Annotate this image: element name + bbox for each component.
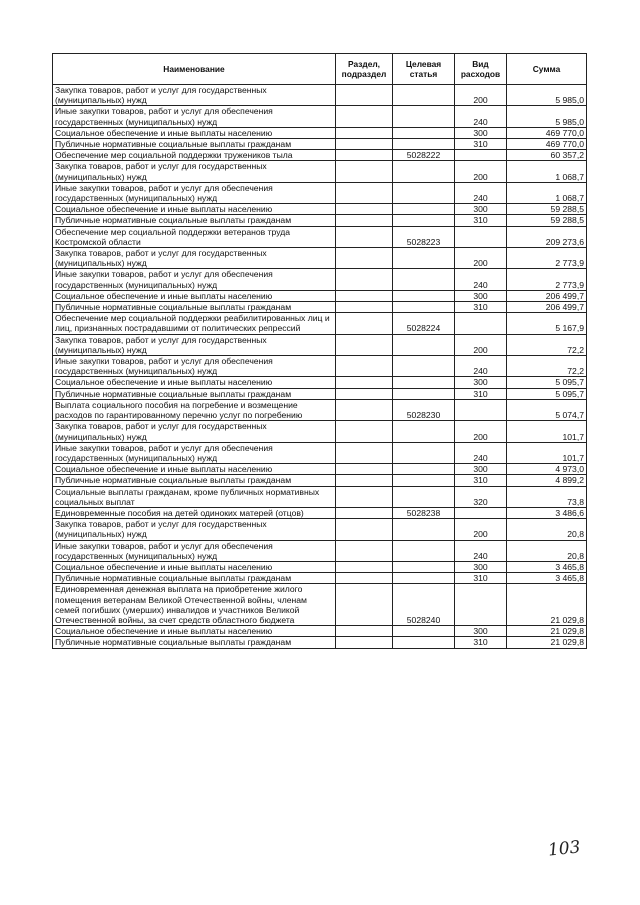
cell-celevaya — [393, 302, 455, 313]
cell-vid — [455, 150, 507, 161]
cell-name: Единовременная денежная выплата на приобретение жилого помещения ветеранам Великой Отечественной войны, членам семей погибших (умерших) инвалидов и участников Великой Отечественной войны, за счет средств областного бюджета — [53, 584, 336, 626]
cell-summa: 5 095,7 — [507, 388, 587, 399]
table-row — [53, 356, 587, 377]
cell-summa: 206 499,7 — [507, 302, 587, 313]
page-number: 103 — [547, 837, 582, 861]
cell-celevaya — [393, 540, 455, 561]
cell-celevaya: 5028240 — [393, 584, 455, 626]
table-row — [53, 626, 587, 637]
cell-name: Социальные выплаты гражданам, кроме публичных нормативных социальных выплат — [53, 486, 336, 507]
cell-vid: 310 — [455, 388, 507, 399]
cell-celevaya — [393, 637, 455, 648]
table-row — [53, 204, 587, 215]
cell-name: Иные закупки товаров, работ и услуг для обеспечения государственных (муниципальных) нужд — [53, 356, 336, 377]
cell-razdel — [336, 204, 393, 215]
cell-name: Обеспечение мер социальной поддержки реабилитированных лиц и лиц, признанных пострадавшими от политических репрессий — [53, 313, 336, 334]
cell-name: Публичные нормативные социальные выплаты гражданам — [53, 637, 336, 648]
cell-celevaya — [393, 269, 455, 290]
cell-vid: 310 — [455, 139, 507, 150]
table-row — [53, 269, 587, 290]
cell-razdel — [336, 302, 393, 313]
cell-vid: 240 — [455, 182, 507, 203]
cell-razdel — [336, 106, 393, 127]
cell-celevaya — [393, 388, 455, 399]
cell-razdel — [336, 637, 393, 648]
cell-vid — [455, 584, 507, 626]
cell-vid: 310 — [455, 637, 507, 648]
header-summa: Сумма — [507, 54, 587, 85]
cell-razdel — [336, 139, 393, 150]
table-row — [53, 85, 587, 106]
table-row — [53, 561, 587, 572]
cell-summa: 5 167,9 — [507, 313, 587, 334]
cell-vid: 240 — [455, 442, 507, 463]
table-header-row — [53, 54, 587, 85]
cell-razdel — [336, 356, 393, 377]
cell-name: Публичные нормативные социальные выплаты гражданам — [53, 475, 336, 486]
cell-summa: 73,8 — [507, 486, 587, 507]
cell-summa: 60 357,2 — [507, 150, 587, 161]
cell-summa: 469 770,0 — [507, 127, 587, 138]
cell-celevaya — [393, 127, 455, 138]
header-vid: Вид расходов — [455, 54, 507, 85]
cell-name: Иные закупки товаров, работ и услуг для обеспечения государственных (муниципальных) нужд — [53, 106, 336, 127]
cell-razdel — [336, 313, 393, 334]
cell-summa: 20,8 — [507, 540, 587, 561]
cell-razdel — [336, 377, 393, 388]
cell-celevaya — [393, 377, 455, 388]
cell-razdel — [336, 399, 393, 420]
header-razdel: Раздел, подраздел — [336, 54, 393, 85]
cell-summa: 4 973,0 — [507, 464, 587, 475]
cell-celevaya — [393, 290, 455, 301]
cell-name: Закупка товаров, работ и услуг для государственных (муниципальных) нужд — [53, 519, 336, 540]
cell-razdel — [336, 269, 393, 290]
table-body — [53, 85, 587, 649]
cell-name: Социальное обеспечение и иные выплаты населению — [53, 377, 336, 388]
table-row — [53, 215, 587, 226]
table-row — [53, 334, 587, 355]
cell-summa: 21 029,8 — [507, 637, 587, 648]
table-row — [53, 150, 587, 161]
table-row — [53, 377, 587, 388]
table-row — [53, 573, 587, 584]
table-row — [53, 127, 587, 138]
cell-vid: 240 — [455, 540, 507, 561]
cell-vid: 200 — [455, 334, 507, 355]
table-row — [53, 442, 587, 463]
cell-summa: 72,2 — [507, 334, 587, 355]
cell-summa: 3 465,8 — [507, 573, 587, 584]
cell-razdel — [336, 334, 393, 355]
cell-vid: 310 — [455, 215, 507, 226]
table-row — [53, 139, 587, 150]
cell-summa: 59 288,5 — [507, 215, 587, 226]
cell-razdel — [336, 421, 393, 442]
table-row — [53, 486, 587, 507]
cell-name: Закупка товаров, работ и услуг для государственных (муниципальных) нужд — [53, 248, 336, 269]
cell-vid: 240 — [455, 356, 507, 377]
cell-vid: 300 — [455, 204, 507, 215]
table-row — [53, 388, 587, 399]
cell-summa: 101,7 — [507, 421, 587, 442]
cell-summa: 2 773,9 — [507, 248, 587, 269]
cell-summa: 101,7 — [507, 442, 587, 463]
cell-summa: 469 770,0 — [507, 139, 587, 150]
cell-summa: 4 899,2 — [507, 475, 587, 486]
cell-razdel — [336, 507, 393, 518]
cell-vid: 200 — [455, 161, 507, 182]
table-row — [53, 519, 587, 540]
table-row — [53, 421, 587, 442]
cell-celevaya — [393, 442, 455, 463]
cell-name: Обеспечение мер социальной поддержки тружеников тыла — [53, 150, 336, 161]
cell-razdel — [336, 519, 393, 540]
cell-razdel — [336, 486, 393, 507]
cell-celevaya — [393, 85, 455, 106]
budget-table — [52, 53, 587, 649]
cell-summa: 5 985,0 — [507, 85, 587, 106]
cell-celevaya — [393, 139, 455, 150]
table-row — [53, 226, 587, 247]
cell-name: Иные закупки товаров, работ и услуг для обеспечения государственных (муниципальных) нужд — [53, 269, 336, 290]
cell-name: Публичные нормативные социальные выплаты гражданам — [53, 388, 336, 399]
cell-vid — [455, 313, 507, 334]
cell-celevaya: 5028224 — [393, 313, 455, 334]
cell-celevaya — [393, 561, 455, 572]
cell-summa: 72,2 — [507, 356, 587, 377]
cell-razdel — [336, 85, 393, 106]
cell-name: Социальное обеспечение и иные выплаты населению — [53, 290, 336, 301]
cell-razdel — [336, 561, 393, 572]
cell-celevaya — [393, 421, 455, 442]
table-row — [53, 248, 587, 269]
cell-celevaya: 5028223 — [393, 226, 455, 247]
cell-vid: 240 — [455, 106, 507, 127]
cell-vid: 240 — [455, 269, 507, 290]
cell-razdel — [336, 161, 393, 182]
cell-celevaya — [393, 204, 455, 215]
table-row — [53, 540, 587, 561]
cell-vid: 300 — [455, 561, 507, 572]
table-row — [53, 464, 587, 475]
cell-name: Иные закупки товаров, работ и услуг для обеспечения государственных (муниципальных) нужд — [53, 540, 336, 561]
cell-razdel — [336, 573, 393, 584]
cell-razdel — [336, 248, 393, 269]
table-row — [53, 475, 587, 486]
cell-summa: 206 499,7 — [507, 290, 587, 301]
table-row — [53, 507, 587, 518]
cell-razdel — [336, 584, 393, 626]
cell-celevaya: 5028222 — [393, 150, 455, 161]
cell-summa: 21 029,8 — [507, 584, 587, 626]
cell-summa: 1 068,7 — [507, 182, 587, 203]
cell-summa: 21 029,8 — [507, 626, 587, 637]
cell-razdel — [336, 127, 393, 138]
cell-celevaya — [393, 573, 455, 584]
cell-razdel — [336, 626, 393, 637]
cell-razdel — [336, 290, 393, 301]
cell-summa: 3 465,8 — [507, 561, 587, 572]
cell-name: Публичные нормативные социальные выплаты гражданам — [53, 573, 336, 584]
cell-razdel — [336, 388, 393, 399]
header-celevaya: Целевая статья — [393, 54, 455, 85]
table-row — [53, 399, 587, 420]
cell-celevaya — [393, 519, 455, 540]
cell-vid: 200 — [455, 85, 507, 106]
cell-summa: 5 074,7 — [507, 399, 587, 420]
cell-celevaya — [393, 161, 455, 182]
cell-name: Социальное обеспечение и иные выплаты населению — [53, 626, 336, 637]
cell-name: Социальное обеспечение и иные выплаты населению — [53, 464, 336, 475]
cell-name: Закупка товаров, работ и услуг для государственных (муниципальных) нужд — [53, 85, 336, 106]
cell-summa: 20,8 — [507, 519, 587, 540]
cell-vid: 300 — [455, 377, 507, 388]
cell-razdel — [336, 464, 393, 475]
cell-celevaya — [393, 626, 455, 637]
cell-celevaya — [393, 215, 455, 226]
cell-name: Закупка товаров, работ и услуг для государственных (муниципальных) нужд — [53, 421, 336, 442]
cell-celevaya: 5028230 — [393, 399, 455, 420]
cell-vid: 200 — [455, 519, 507, 540]
cell-vid: 310 — [455, 573, 507, 584]
cell-vid: 320 — [455, 486, 507, 507]
cell-name: Единовременные пособия на детей одиноких матерей (отцов) — [53, 507, 336, 518]
cell-razdel — [336, 150, 393, 161]
cell-summa: 2 773,9 — [507, 269, 587, 290]
cell-celevaya — [393, 248, 455, 269]
cell-vid: 200 — [455, 421, 507, 442]
cell-name: Публичные нормативные социальные выплаты гражданам — [53, 302, 336, 313]
cell-summa: 3 486,6 — [507, 507, 587, 518]
cell-celevaya — [393, 486, 455, 507]
cell-razdel — [336, 540, 393, 561]
cell-summa: 1 068,7 — [507, 161, 587, 182]
cell-razdel — [336, 215, 393, 226]
cell-name: Публичные нормативные социальные выплаты гражданам — [53, 139, 336, 150]
table-row — [53, 584, 587, 626]
cell-vid: 200 — [455, 248, 507, 269]
cell-celevaya — [393, 475, 455, 486]
cell-celevaya — [393, 182, 455, 203]
cell-name: Иные закупки товаров, работ и услуг для обеспечения государственных (муниципальных) нужд — [53, 442, 336, 463]
cell-vid — [455, 399, 507, 420]
cell-razdel — [336, 475, 393, 486]
cell-name: Социальное обеспечение и иные выплаты населению — [53, 127, 336, 138]
cell-celevaya — [393, 106, 455, 127]
cell-celevaya — [393, 334, 455, 355]
cell-vid — [455, 226, 507, 247]
cell-name: Закупка товаров, работ и услуг для государственных (муниципальных) нужд — [53, 161, 336, 182]
cell-name: Выплата социального пособия на погребение и возмещение расходов по гарантированному перечню услуг по погребению — [53, 399, 336, 420]
cell-summa: 5 095,7 — [507, 377, 587, 388]
table-row — [53, 182, 587, 203]
cell-vid: 310 — [455, 302, 507, 313]
cell-summa: 5 985,0 — [507, 106, 587, 127]
cell-name: Социальное обеспечение и иные выплаты населению — [53, 204, 336, 215]
cell-name: Иные закупки товаров, работ и услуг для обеспечения государственных (муниципальных) нужд — [53, 182, 336, 203]
cell-razdel — [336, 182, 393, 203]
cell-vid: 300 — [455, 626, 507, 637]
cell-razdel — [336, 442, 393, 463]
table-row — [53, 637, 587, 648]
cell-vid: 310 — [455, 475, 507, 486]
cell-name: Социальное обеспечение и иные выплаты населению — [53, 561, 336, 572]
cell-vid: 300 — [455, 127, 507, 138]
cell-vid: 300 — [455, 290, 507, 301]
cell-summa: 209 273,6 — [507, 226, 587, 247]
table-row — [53, 313, 587, 334]
table-row — [53, 106, 587, 127]
cell-name: Публичные нормативные социальные выплаты гражданам — [53, 215, 336, 226]
table-row — [53, 302, 587, 313]
table-row — [53, 290, 587, 301]
cell-name: Обеспечение мер социальной поддержки ветеранов труда Костромской области — [53, 226, 336, 247]
table-row — [53, 161, 587, 182]
cell-vid — [455, 507, 507, 518]
cell-celevaya — [393, 356, 455, 377]
header-name: Наименование — [53, 54, 336, 85]
cell-vid: 300 — [455, 464, 507, 475]
cell-celevaya — [393, 464, 455, 475]
cell-celevaya: 5028238 — [393, 507, 455, 518]
cell-summa: 59 288,5 — [507, 204, 587, 215]
cell-razdel — [336, 226, 393, 247]
cell-name: Закупка товаров, работ и услуг для государственных (муниципальных) нужд — [53, 334, 336, 355]
